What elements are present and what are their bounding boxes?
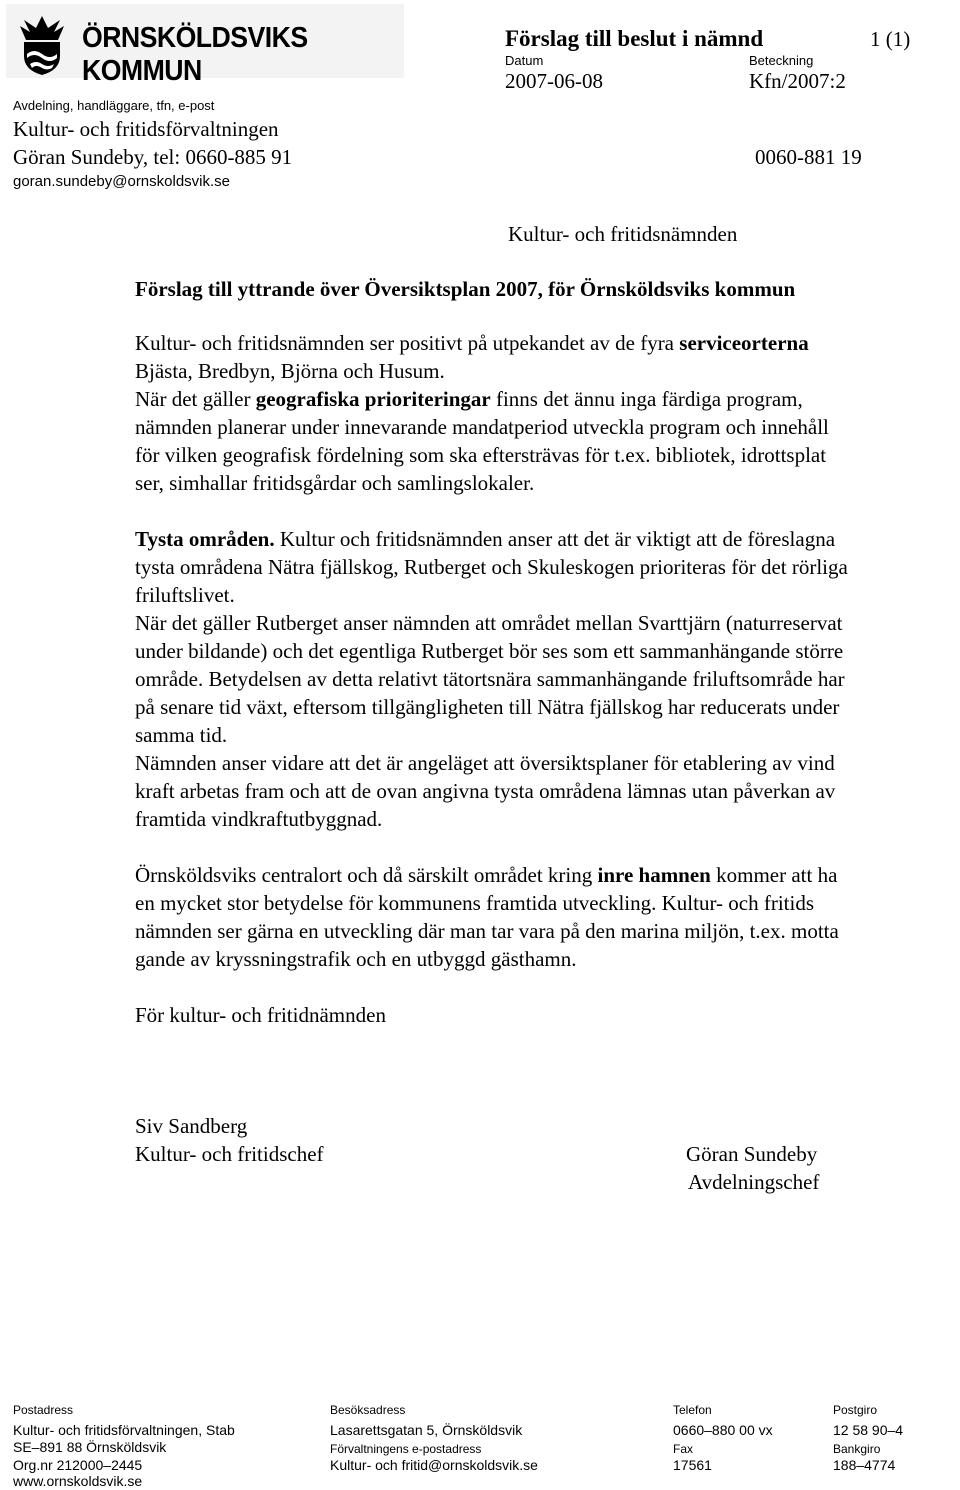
body-line: framtida vindkraftutbyggnad. [135, 807, 383, 831]
municipality-logo [6, 4, 404, 87]
body-line: ser, simhallar fritidsgårdar och samlingslokaler. [135, 471, 535, 495]
footer-website-link[interactable]: www.ornskoldsvik.se [13, 1473, 143, 1489]
footer-postgiro: 12 58 90–4 [833, 1422, 904, 1438]
document-reference: Kfn/2007:2 [749, 69, 846, 93]
body-line: Tysta områden. Kultur och fritidsnämnden anser att det är viktigt att de föreslagna [135, 527, 836, 551]
footer-postadress-line: Kultur- och fritidsförvaltningen, Stab [13, 1422, 235, 1438]
footer-postgiro-label: Postgiro [833, 1403, 878, 1417]
body-line: en mycket stor betydelse för kommunens framtida utveckling. Kultur- och fritids [135, 891, 814, 915]
signature-left-title: Kultur- och fritidschef [135, 1142, 324, 1166]
body-line: under bildande) och det egentliga Rutberget bör ses som ett sammanhängande större [135, 639, 844, 663]
signature-right-title: Avdelningschef [688, 1170, 820, 1194]
body-line: gande av kryssningstrafik och en utbyggd gästhamn. [135, 947, 577, 971]
body-line: När det gäller Rutberget anser nämnden att området mellan Svarttjärn (naturreservat [135, 611, 843, 635]
body-line: nämnden ser gärna en utveckling där man tar vara på den marina miljön, t.ex. motta [135, 919, 839, 943]
body-line: tysta områdena Nätra fjällskog, Rutberget och Skuleskogen prioriteras för det rörliga [135, 555, 848, 579]
footer-postadress-label: Postadress [13, 1403, 74, 1417]
page-number: 1 (1) [870, 27, 911, 51]
reference-label: Beteckning [749, 53, 814, 68]
footer-postadress-line: Org.nr 212000–2445 [13, 1457, 143, 1473]
footer-fax: 17561 [673, 1457, 712, 1473]
closing-line: För kultur- och fritidnämnden [135, 1003, 386, 1027]
footer-besoksadress: Lasarettsgatan 5, Örnsköldsvik [330, 1422, 523, 1438]
footer-telefon: 0660–880 00 vx [673, 1422, 773, 1438]
body-line: När det gäller geografiska prioriteringar finns det ännu inga färdiga program, [135, 387, 803, 411]
body-line: Nämnden anser vidare att det är angeläget att översiktsplaner för etablering av vind [135, 751, 835, 775]
signature-left-name: Siv Sandberg [135, 1114, 248, 1138]
footer-fax-label: Fax [673, 1442, 694, 1456]
body-line: friluftslivet. [135, 583, 235, 607]
footer-bankgiro: 188–4774 [833, 1457, 896, 1473]
body-line: Örnsköldsviks centralort och då särskilt området kring inre hamnen kommer att ha [135, 863, 838, 887]
footer-telefon-label: Telefon [673, 1403, 712, 1417]
body-line: samma tid. [135, 723, 228, 747]
footer-postadress-line: SE–891 88 Örnsköldsvik [13, 1439, 167, 1455]
document-body [135, 329, 960, 1029]
footer-epost[interactable]: Kultur- och fritid@ornskoldsvik.se [330, 1457, 538, 1473]
sender-fax: 0060-881 19 [755, 145, 862, 169]
body-line: nämnden planerar under innevarande mandatperiod utveckla program och innehåll [135, 415, 829, 439]
signature-right-name: Göran Sundeby [686, 1142, 818, 1166]
body-line: Kultur- och fritidsnämnden ser positivt på utpekandet av de fyra serviceorterna [135, 331, 809, 355]
body-line: för vilken geografisk fördelning som ska eftersträvas för t.ex. bibliotek, idrottsplat [135, 443, 827, 467]
sender-label: Avdelning, handläggare, tfn, e-post [13, 98, 215, 113]
body-line: område. Betydelsen av detta relativt tätortsnära sammanhängande friluftsområde har [135, 667, 845, 691]
coat-of-arms-icon [16, 12, 68, 76]
body-line: på senare tid växt, eftersom tillgängligheten till Nätra fjällskog har reducerats under [135, 695, 840, 719]
footer-besoksadress-label: Besöksadress [330, 1403, 406, 1417]
body-line: kraft arbetas fram och att de ovan angivna tysta områdena lämnas utan påverkan av [135, 779, 836, 803]
sender-email[interactable]: goran.sundeby@ornskoldsvik.se [13, 173, 231, 190]
sender-department: Kultur- och fritidsförvaltningen [13, 117, 279, 141]
page-title: Förslag till yttrande över Översiktsplan 2007, för Örnsköldsviks kommun [135, 277, 796, 301]
footer-epost-label: Förvaltningens e-postadress [330, 1442, 482, 1456]
document-date: 2007-06-08 [505, 69, 603, 93]
document-type: Förslag till beslut i nämnd [505, 26, 764, 51]
sender-contact: Göran Sundeby, tel: 0660-885 91 [13, 145, 293, 169]
recipient: Kultur- och fritidsnämnden [508, 222, 738, 246]
body-line: Bjästa, Bredbyn, Björna och Husum. [135, 359, 445, 383]
org-name: ÖRNSKÖLDSVIKS KOMMUN [82, 22, 308, 87]
footer-bankgiro-label: Bankgiro [833, 1442, 881, 1456]
date-label: Datum [505, 53, 544, 68]
